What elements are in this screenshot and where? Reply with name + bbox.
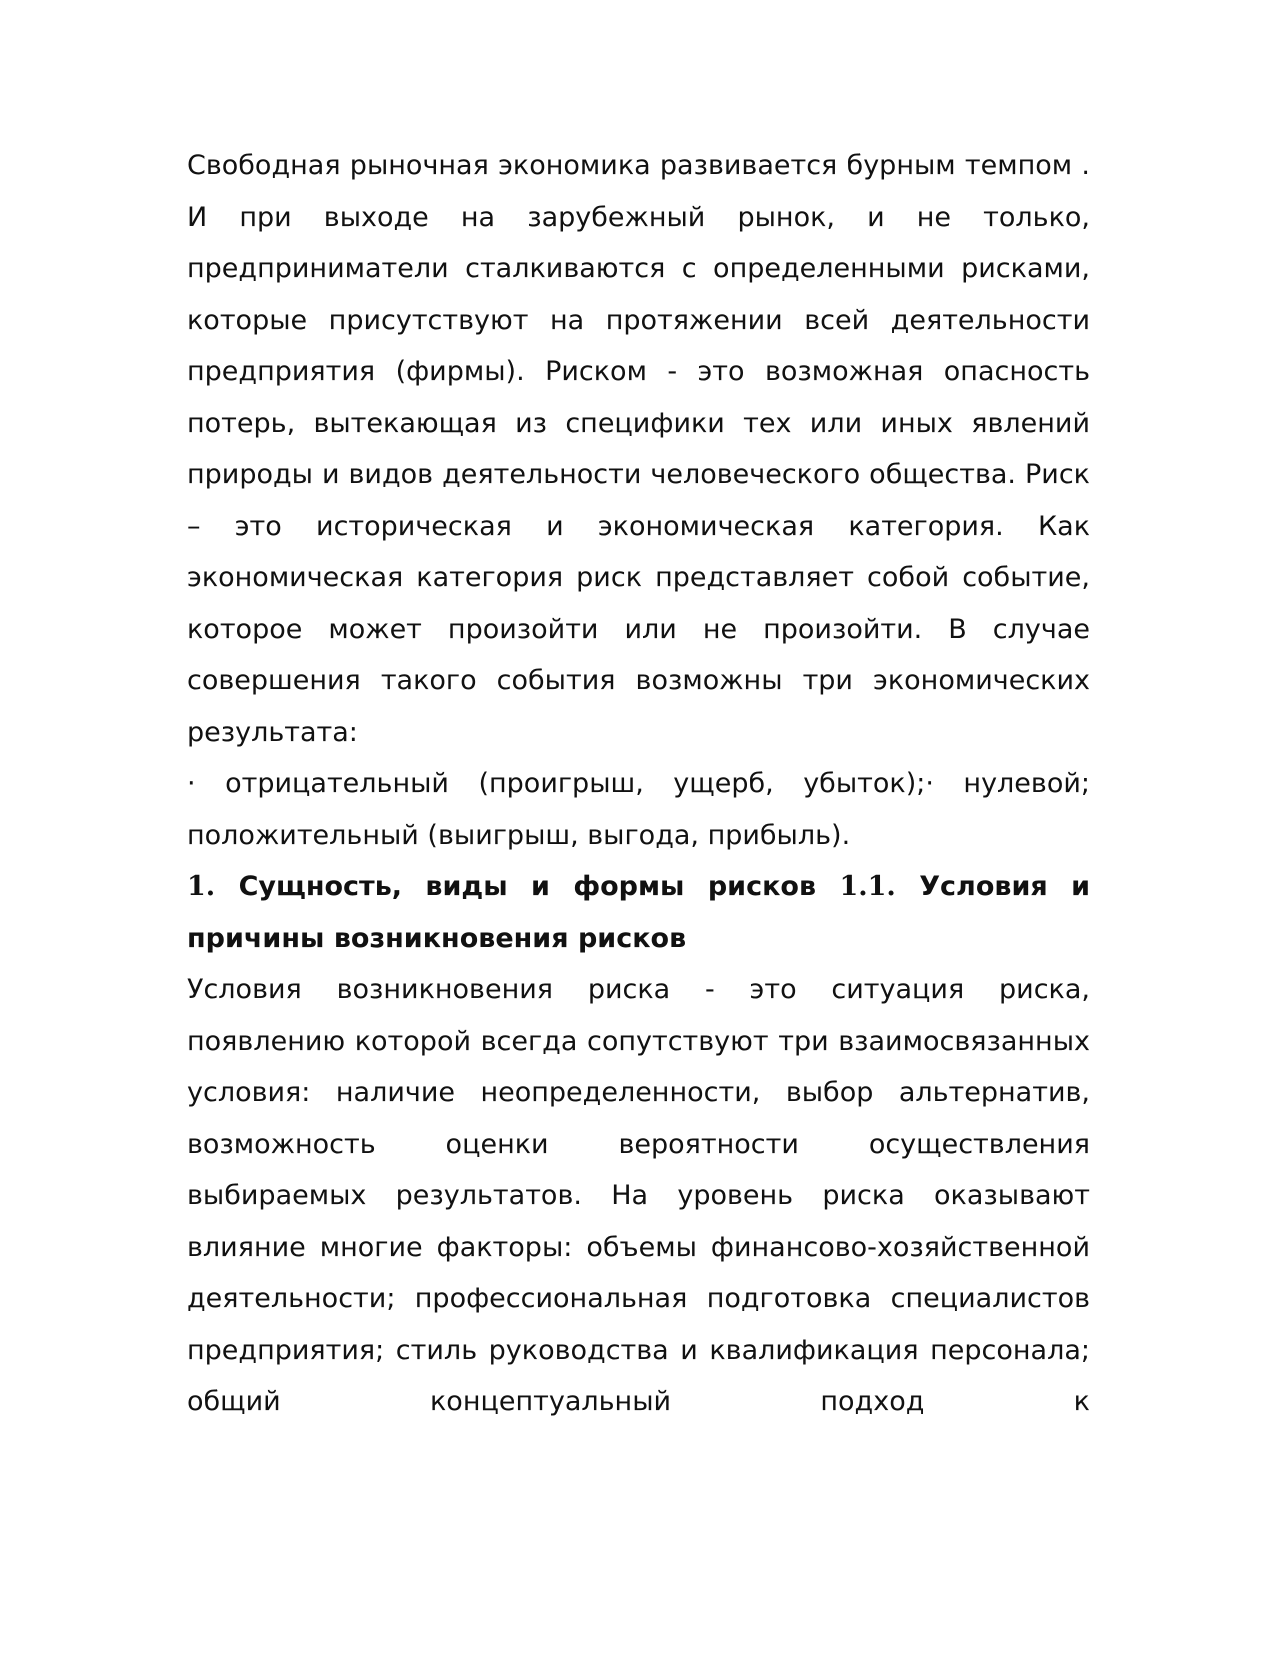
paragraph-conditions: Условия возникновения риска - это ситуация риска, появлению которой всегда сопутствуют три взаимосвязанных условия: наличие неопределенности, выбор альтернатив, возможность оценки вероятности осуществления выбираемых результатов. На уровень риска оказывают влияние многие факторы: объемы финансово-хозяйственной деятельности; профессиональная подготовка специалистов предприятия; стиль руководства и квалификация персонала; общий концептуальный подход к	[187, 974, 1090, 1417]
section-heading	[187, 861, 1090, 964]
paragraph-intro: Свободная рыночная экономика развивается бурным темпом . И при выходе на зарубежный рынок, и не только, предприниматели сталкиваются с определенными рисками, которые присутствуют на протяжении всей деятельности предприятия (фирмы). Риском - это возможная опасность потерь, вытекающая из специфики тех или иных явлений природы и видов деятельности человеческого общества. Риск – это историческая и экономическая категория. Как экономическая категория риск представляет собой событие, которое может произойти или не произойти. В случае совершения такого события возможны три экономических результата:	[187, 150, 1090, 748]
heading-title-2: Условия и причины возникновения рисков	[187, 871, 1091, 954]
heading-number-1: 1.	[187, 871, 216, 902]
paragraph-results: · отрицательный (проигрыш, ущерб, убыток);· нулевой; положительный (выигрыш, выгода, прибыль).	[187, 768, 1090, 851]
document-page	[187, 140, 1090, 1428]
heading-number-2: 1.1.	[839, 871, 896, 902]
heading-title-1: Сущность, виды и формы рисков	[238, 871, 817, 902]
